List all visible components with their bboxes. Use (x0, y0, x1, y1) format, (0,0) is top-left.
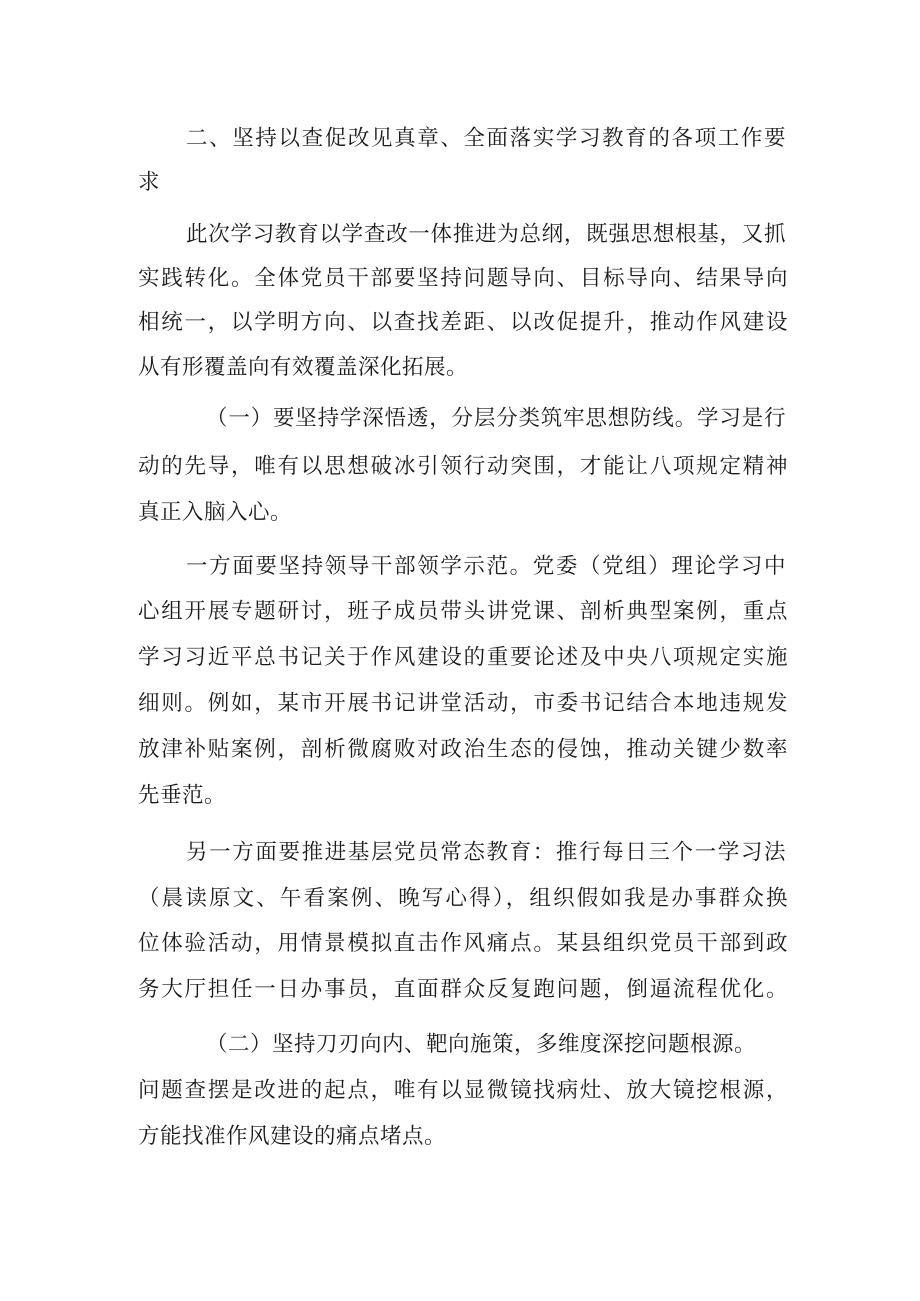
paragraph-line: 学习习近平总书记关于作风建设的重要论述及中央八项规定实施 (138, 645, 788, 670)
paragraph-line: 务大厅担任一日办事员，直面群众反复跑问题，倒逼流程优化。 (138, 977, 788, 1002)
paragraph-line: 动的先导，唯有以思想破冰引领行动突围，才能让八项规定精神 (138, 454, 788, 479)
paragraph-line: 相统一，以学明方向、以查找差距、以改促提升，推动作风建设 (138, 310, 788, 335)
paragraph-line: 方能找准作风建设的痛点堵点。 (138, 1124, 447, 1149)
paragraph-line: 细则。例如，某市开展书记讲堂活动，市委书记结合本地违规发 (138, 691, 788, 716)
subheading-item-1: （一）要坚持学深悟透，分层分类筑牢思想防线。学习是行 (206, 406, 786, 431)
paragraph-line: 心组开展专题研讨，班子成员带头讲党课、剖析典型案例，重点 (138, 599, 788, 624)
paragraph-line: 先垂范。 (138, 783, 227, 808)
paragraph-line: 一方面要坚持领导干部领学示范。党委（党组）理论学习中 (186, 554, 786, 579)
heading-section-2-cont: 求 (138, 170, 161, 195)
heading-section-2: 二、坚持以查促改见真章、全面落实学习教育的各项工作要 (186, 126, 786, 151)
paragraph-line: （晨读原文、午看案例、晚写心得），组织假如我是办事群众换 (138, 886, 788, 911)
paragraph-line: 从有形覆盖向有效覆盖深化拓展。 (138, 355, 469, 380)
paragraph-line: 真正入脑入心。 (138, 500, 293, 525)
paragraph-line: 问题查摆是改进的起点，唯有以显微镜找病灶、放大镜挖根源， (138, 1078, 788, 1103)
paragraph-line: 实践转化。全体党员干部要坚持问题导向、目标导向、结果导向 (138, 266, 788, 291)
paragraph-line: 位体验活动，用情景模拟直击作风痛点。某县组织党员干部到政 (138, 931, 788, 956)
paragraph-line: 放津补贴案例，剖析微腐败对政治生态的侵蚀，推动关键少数率 (138, 737, 788, 762)
paragraph-line: 此次学习教育以学查改一体推进为总纲，既强思想根基，又抓 (186, 222, 786, 247)
subheading-item-2: （二）坚持刀刃向内、靶向施策，多维度深挖问题根源。 (206, 1032, 757, 1057)
paragraph-line: 另一方面要推进基层党员常态教育：推行每日三个一学习法 (186, 840, 786, 865)
